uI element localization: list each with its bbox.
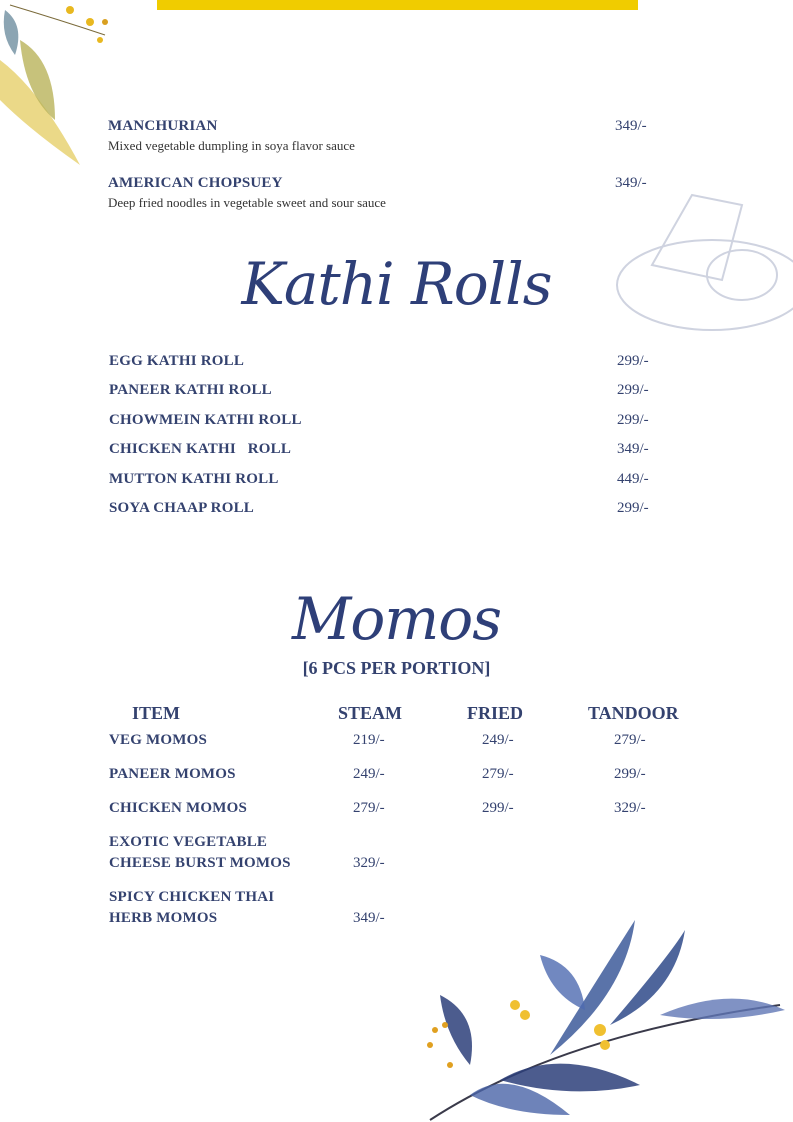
kathi-roll-price: 299/- (617, 353, 649, 369)
leaf-decoration-top-left-icon (0, 0, 120, 170)
momos-heading: Momos (292, 585, 501, 653)
momos-name-line2: CHEESE BURST MOMOS (109, 855, 291, 871)
fried-price: 299/- (482, 800, 514, 816)
item-price: 349/- (615, 175, 647, 191)
fried-price: 249/- (482, 732, 514, 748)
kathi-rolls-heading: Kathi Rolls (241, 250, 552, 318)
column-header-item: ITEM (132, 703, 181, 723)
item-description: Mixed vegetable dumpling in soya flavor sauce (108, 138, 355, 153)
top-accent-bar (157, 0, 638, 10)
kathi-roll-price: 299/- (617, 411, 649, 428)
kathi-roll-name: EGG KATHI ROLL (109, 353, 245, 369)
momos-name: PANEER MOMOS (109, 766, 236, 782)
tandoor-price: 299/- (614, 766, 646, 782)
kathi-roll-price: 299/- (617, 382, 649, 399)
kathi-roll-name: PANEER KATHI ROLL (109, 382, 272, 399)
item-name: AMERICAN CHOPSUEY (108, 175, 283, 191)
kathi-roll-price: 299/- (617, 500, 649, 516)
kathi-roll-price: 449/- (617, 470, 649, 487)
momos-name-line2: HERB MOMOS (109, 910, 218, 926)
momos-name: VEG MOMOS (109, 732, 208, 748)
column-header-steam: STEAM (338, 703, 403, 723)
column-header-tandoor: TANDOOR (588, 703, 679, 723)
column-header-fried: FRIED (467, 703, 524, 723)
tandoor-price: 329/- (614, 800, 646, 816)
item-description: Deep fried noodles in vegetable sweet and sour sauce (108, 195, 386, 210)
tandoor-price: 279/- (614, 732, 646, 748)
kathi-roll-price: 349/- (617, 441, 649, 458)
momos-name: CHICKEN MOMOS (109, 800, 248, 816)
momos-name: EXOTIC VEGETABLE (109, 834, 268, 850)
steam-price: 219/- (353, 732, 385, 748)
momos-name: SPICY CHICKEN THAI (109, 889, 275, 905)
steam-price: 329/- (353, 855, 385, 871)
item-price: 349/- (615, 118, 647, 134)
kathi-roll-name: MUTTON KATHI ROLL (109, 470, 279, 487)
fried-price: 279/- (482, 766, 514, 782)
kathi-roll-name: CHOWMEIN KATHI ROLL (109, 411, 302, 428)
leaf-decoration-bottom-right-icon (410, 915, 793, 1122)
momos-subtitle: [6 PCS PER PORTION] (302, 658, 491, 678)
item-name: MANCHURIAN (108, 118, 218, 134)
steam-price: 279/- (353, 800, 385, 816)
steam-price: 349/- (353, 910, 385, 926)
steam-price: 249/- (353, 766, 385, 782)
kathi-roll-name: SOYA CHAAP ROLL (109, 500, 254, 516)
kathi-roll-name: CHICKEN KATHI ROLL (109, 441, 292, 458)
